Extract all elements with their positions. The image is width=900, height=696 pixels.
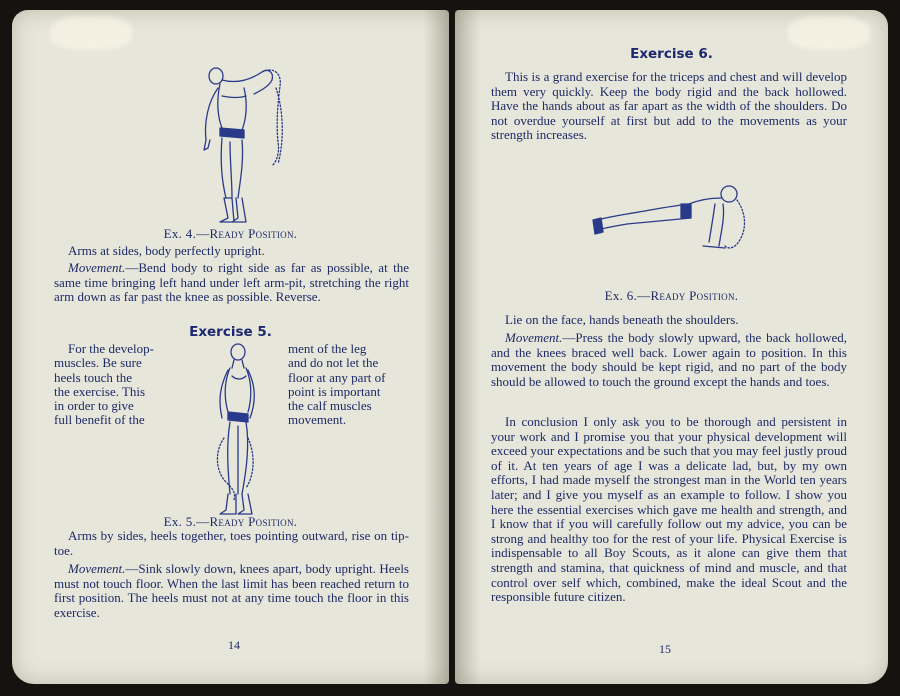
ex6-intro: This is a grand exercise for the triceps and chest and will develop them very quickly. Keep the body rigid and the back hollowed. Have the hands about as far apart as the width of the shoulders. Do not overdue yourself at first but add to the movements as your strength increases.	[491, 69, 847, 143]
conclusion-paragraph: In conclusion I only ask you to be thorough and persistent in your work and I promise you that your physical development will exceed your expectations and be such that you may feel justly proud of it. At ten years of age I was a delicate lad, but, by my own efforts, I had made myself the strongest man in the World ten years later; and I give you myself as an example to follow. I show you here the essential exercises which gave me health and strength, and I know that if you will carefully follow out my advice, you can be strong and healthy too for the rest of your life. Physical Exercise is indispensable to all Boy Scouts, as it alone can give them that strength and stamina, that quickness of mind and muscle, and that control over self which, combined, make the ideal Scout and the responsible future citizen.	[491, 414, 847, 605]
ex5-heading: Exercise 5.	[189, 324, 272, 340]
ex5-left-column: For the develop- muscles. Be sure heels touch the the exercise. This in order to give full benefit of the	[54, 341, 154, 428]
ex4-position-text: Arms at sides, body perfectly upright.	[68, 243, 265, 258]
ex6-caption: Ex. 6.—Ready Position.	[604, 288, 739, 303]
ex5-caption: Ex. 5.—Ready Position.	[163, 514, 298, 529]
ex6-position-text: Lie on the face, hands beneath the shoulders.	[505, 312, 739, 327]
page-number-right: 15	[659, 642, 671, 656]
ex6-heading: Exercise 6.	[630, 46, 713, 62]
right-page	[455, 10, 888, 684]
figure-side-bend-icon	[192, 62, 302, 228]
page-number-left: 14	[228, 638, 240, 652]
figure-tiptoe-squat-icon	[202, 342, 272, 520]
ex5-right-column: ment of the leg and do not let the floor at any part of point is important the calf muscles movement.	[288, 341, 386, 428]
left-page	[12, 10, 449, 684]
ex5-position-text: Arms by sides, heels together, toes pointing outward, rise on tip-toe.	[54, 528, 409, 558]
ex4-movement: Movement.—Bend body to right side as far as possible, at the same time bringing left hand under left arm-pit, stretching the right arm down as far past the knee as possible. Reverse.	[54, 260, 409, 305]
figure-pushup-icon	[591, 170, 751, 262]
ex6-movement: Movement.—Press the body slowly upward, the back hollowed, and the knees braced well back. Lower again to position. In this movement the body should be kept rigid, and no part of the body should be allowed to touch the ground except the hands and toes.	[491, 330, 847, 389]
ex4-caption: Ex. 4.—Ready Position.	[163, 226, 298, 241]
ex5-movement: Movement.—Sink slowly down, knees apart, body upright. Heels must not touch floor. When the last limit has been reached return to first position. The heels must not at any time touch the floor in this exercise.	[54, 561, 409, 620]
